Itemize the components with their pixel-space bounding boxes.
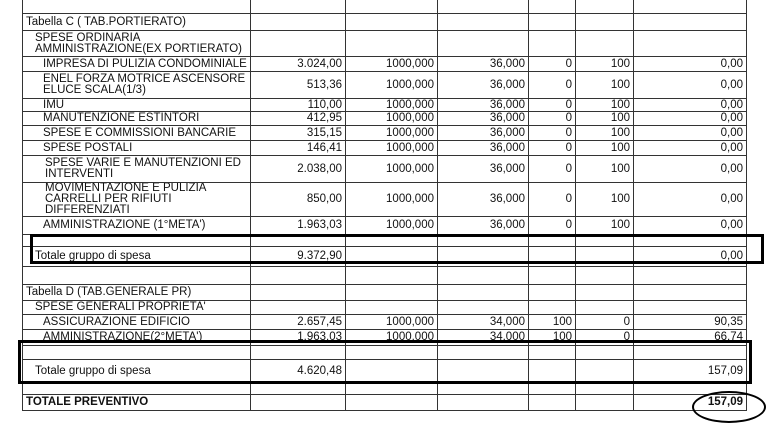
row-total: 0,00 <box>634 156 747 183</box>
table-d-title: Tabella D (TAB.GENERALE PR) <box>23 285 251 301</box>
table-row-highlighted <box>23 330 747 346</box>
table-row <box>23 112 747 126</box>
table-c-total-row <box>23 247 747 267</box>
table-d-total-label: Totale gruppo di spesa <box>23 360 251 384</box>
row-percent-b: 0 <box>576 315 634 330</box>
row-percent-a: 100 <box>529 315 576 330</box>
row-millesimi: 1000,000 <box>346 57 438 72</box>
row-amount: 3.024,00 <box>251 57 346 72</box>
row-desc: SPESE E COMMISSIONI BANCARIE <box>23 126 251 141</box>
row-millesimi: 1000,000 <box>346 141 438 156</box>
table-row-highlighted <box>23 315 747 330</box>
row-percent-a: 0 <box>529 183 576 217</box>
table-d-total-value: 157,09 <box>634 360 747 384</box>
row-quota: 36,000 <box>438 126 529 141</box>
row-desc: ENEL FORZA MOTRICE ASCENSORE ELUCE SCALA(1/3) <box>23 72 251 99</box>
row-percent-b: 100 <box>576 183 634 217</box>
table-row <box>23 141 747 156</box>
row-percent-a: 0 <box>529 156 576 183</box>
row-amount: 2.657,45 <box>251 315 346 330</box>
row-amount: 850,00 <box>251 183 346 217</box>
table-d-total-amount: 4.620,48 <box>251 360 346 384</box>
table-c-total-label: Totale gruppo di spesa <box>23 247 251 267</box>
row-millesimi: 1000,000 <box>346 72 438 99</box>
row-percent-a: 0 <box>529 112 576 126</box>
table-row <box>23 99 747 112</box>
table-c-total-value: 0,00 <box>634 247 747 267</box>
row-millesimi: 1000,000 <box>346 315 438 330</box>
row-quota: 36,000 <box>438 183 529 217</box>
row-amount: 412,95 <box>251 112 346 126</box>
row-desc: MOVIMENTAZIONE E PULIZIA CARRELLI PER RIFIUTI DIFFERENZIATI <box>23 183 251 217</box>
row-millesimi: 1000,000 <box>346 156 438 183</box>
row-amount: 1.963,03 <box>251 330 346 346</box>
row-percent-b: 100 <box>576 72 634 99</box>
blank-row <box>23 346 747 360</box>
row-quota: 34,000 <box>438 330 529 346</box>
row-total: 0,00 <box>634 183 747 217</box>
row-percent-a: 0 <box>529 126 576 141</box>
table-row <box>23 126 747 141</box>
table-c-title-row <box>23 14 747 31</box>
row-desc: MANUTENZIONE ESTINTORI <box>23 112 251 126</box>
table-d-group-label: SPESE GENERALI PROPRIETA' <box>23 301 251 315</box>
row-desc: AMMINISTRAZIONE(2°META') <box>23 330 251 346</box>
row-quota: 36,000 <box>438 141 529 156</box>
row-total: 0,00 <box>634 57 747 72</box>
table-row <box>23 72 747 99</box>
blank-row <box>23 384 747 395</box>
table-d-total-row <box>23 360 747 384</box>
table-row <box>23 156 747 183</box>
row-total: 90,35 <box>634 315 747 330</box>
grand-total-value: 157,09 <box>634 395 747 411</box>
row-desc: IMU <box>23 99 251 112</box>
table-body <box>23 0 747 411</box>
row-millesimi: 1000,000 <box>346 112 438 126</box>
row-percent-a: 100 <box>529 330 576 346</box>
row-amount: 1.963,03 <box>251 217 346 235</box>
row-percent-a: 0 <box>529 57 576 72</box>
row-total: 66,74 <box>634 330 747 346</box>
grand-total-row <box>23 395 747 411</box>
row-percent-b: 0 <box>576 330 634 346</box>
row-percent-b: 100 <box>576 57 634 72</box>
blank-row <box>23 0 747 14</box>
table-c-group-row <box>23 31 747 57</box>
row-millesimi: 1000,000 <box>346 183 438 217</box>
row-total: 0,00 <box>634 126 747 141</box>
row-amount: 110,00 <box>251 99 346 112</box>
table-d-group-row <box>23 301 747 315</box>
row-percent-b: 100 <box>576 112 634 126</box>
row-desc: SPESE VARIE E MANUTENZIONI ED INTERVENTI <box>23 156 251 183</box>
blank-row <box>23 267 747 285</box>
row-millesimi: 1000,000 <box>346 330 438 346</box>
row-quota: 36,000 <box>438 217 529 235</box>
row-percent-a: 0 <box>529 99 576 112</box>
row-quota: 34,000 <box>438 315 529 330</box>
table-row <box>23 57 747 72</box>
row-amount: 315,15 <box>251 126 346 141</box>
row-total: 0,00 <box>634 217 747 235</box>
row-desc: ASSICURAZIONE EDIFICIO <box>23 315 251 330</box>
row-amount: 513,36 <box>251 72 346 99</box>
grand-total-label: TOTALE PREVENTIVO <box>23 395 251 411</box>
row-percent-a: 0 <box>529 72 576 99</box>
table-c-title: Tabella C ( TAB.PORTIERATO) <box>23 14 251 31</box>
row-percent-b: 100 <box>576 126 634 141</box>
row-total: 0,00 <box>634 112 747 126</box>
row-percent-b: 100 <box>576 99 634 112</box>
row-total: 0,00 <box>634 72 747 99</box>
table-row-highlighted <box>23 217 747 235</box>
row-millesimi: 1000,000 <box>346 217 438 235</box>
table-d-title-row <box>23 285 747 301</box>
row-amount: 146,41 <box>251 141 346 156</box>
row-millesimi: 1000,000 <box>346 126 438 141</box>
row-quota: 36,000 <box>438 112 529 126</box>
row-total: 0,00 <box>634 99 747 112</box>
row-amount: 2.038,00 <box>251 156 346 183</box>
table-row <box>23 183 747 217</box>
row-quota: 36,000 <box>438 72 529 99</box>
row-desc: SPESE POSTALI <box>23 141 251 156</box>
row-total: 0,00 <box>634 141 747 156</box>
table-c-group-label: SPESE ORDINARIA AMMINISTRAZIONE(EX PORTIERATO) <box>23 31 251 57</box>
row-desc: AMMINISTRAZIONE (1°META') <box>23 217 251 235</box>
row-percent-a: 0 <box>529 217 576 235</box>
row-millesimi: 1000,000 <box>346 99 438 112</box>
row-quota: 36,000 <box>438 99 529 112</box>
row-percent-a: 0 <box>529 141 576 156</box>
row-quota: 36,000 <box>438 57 529 72</box>
row-percent-b: 100 <box>576 156 634 183</box>
blank-row <box>23 235 747 247</box>
table-c-total-amount: 9.372,90 <box>251 247 346 267</box>
budget-table <box>22 0 747 411</box>
row-percent-b: 100 <box>576 217 634 235</box>
row-percent-b: 100 <box>576 141 634 156</box>
row-desc: IMPRESA DI PULIZIA CONDOMINIALE <box>23 57 251 72</box>
row-quota: 36,000 <box>438 156 529 183</box>
